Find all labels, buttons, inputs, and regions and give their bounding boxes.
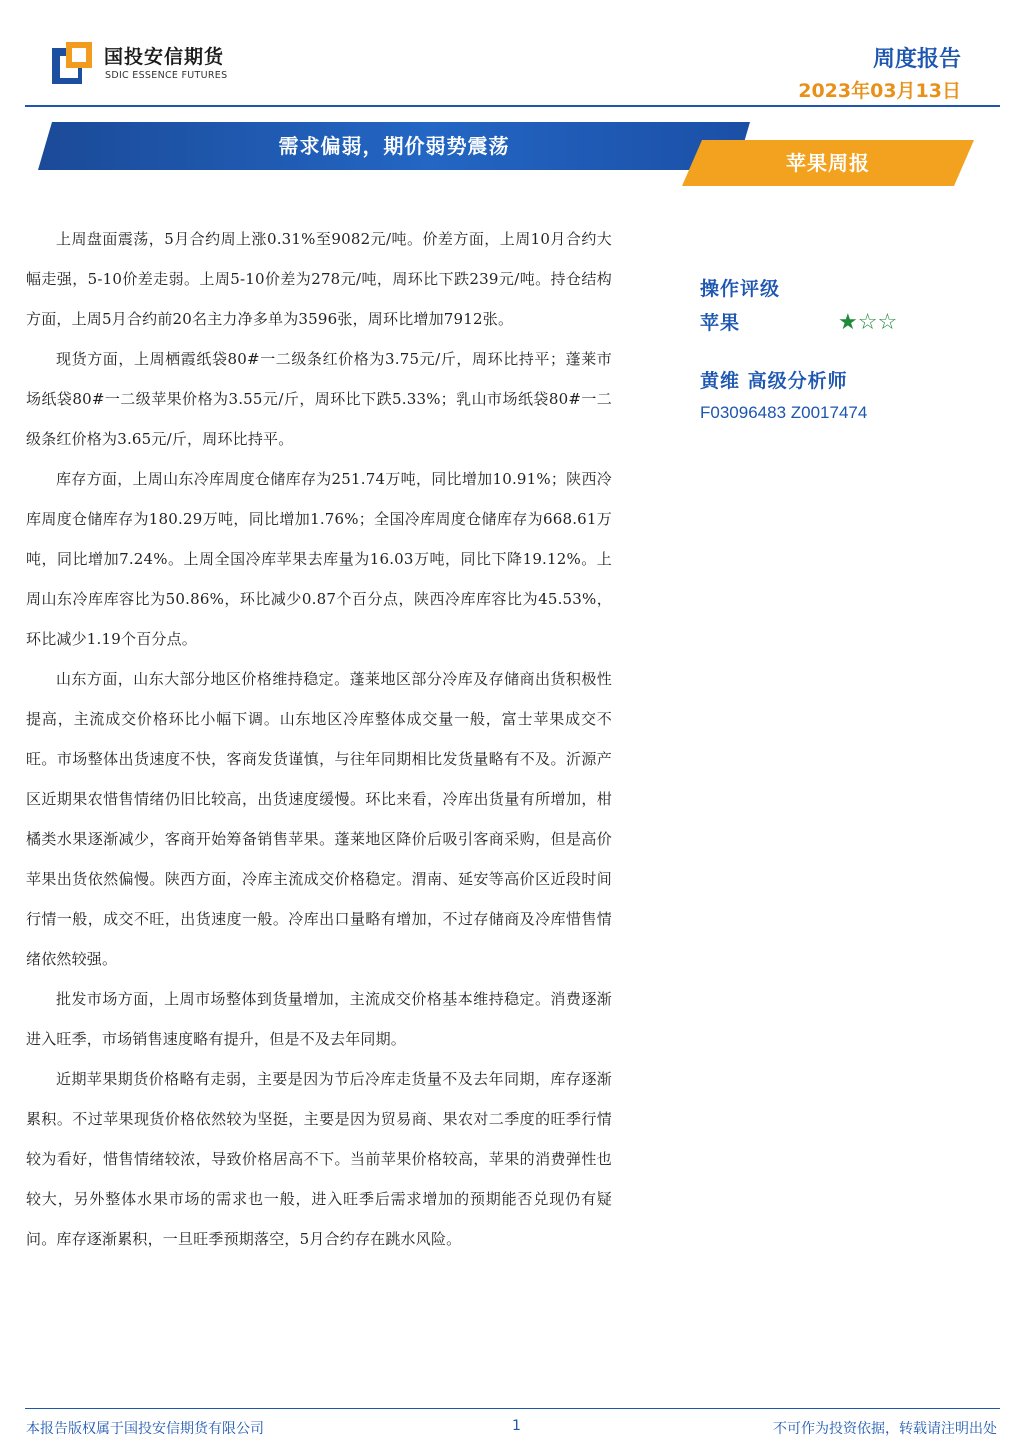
paragraph-spot: 现货方面，上周栖霞纸袋80#一二级条红价格为3.75元/斤，周环比持平；蓬莱市场纸袋80#一二级苹果价格为3.55元/斤，周环比下跌5.33%；乳山市场纸袋80#一二级条红价格为3.65元/斤，周环比持平。 [26,350,612,448]
header-divider [25,105,1000,107]
company-logo [52,40,232,88]
report-body [26,219,612,1259]
analyst-cert: F03096483 Z0017474 [700,403,868,422]
report-date: 2023年03月13日 [798,80,961,102]
rating-row [700,306,970,340]
rating-product: 苹果 [700,312,741,334]
logo-name-cn: 国投安信期货 [104,46,225,68]
paragraph-futures: 上周盘面震荡，5月合约周上涨0.31%至9082元/吨。价差方面，上周10月合约大幅走强，5-10价差走弱。上周5-10价差为278元/吨，周环比下跌239元/吨。持仓结构方面，上周5月合约前20名主力净多单为3596张，周环比增加7912张。 [26,230,612,328]
paragraph-regions: 山东方面，山东大部分地区价格维持稳定。蓬莱地区部分冷库及存储商出货积极性提高，主流成交价格环比小幅下调。山东地区冷库整体成交量一般，富士苹果成交不旺。市场整体出货速度不快，客商发货谨慎，与往年同期相比发货量略有不及。沂源产区近期果农惜售情绪仍旧比较高，出货速度缓慢。环比来看，冷库出货量有所增加，柑橘类水果逐渐减少，客商开始筹备销售苹果。蓬莱地区降价后吸引客商采购，但是高价苹果出货依然偏慢。陕西方面，冷库主流成交价格稳定。渭南、延安等高价区近段时间行情一般，成交不旺，出货速度一般。冷库出口量略有增加，不过存储商及冷库惜售情绪依然较强。 [26,670,612,968]
footer-disclaimer: 不可作为投资依据，转载请注明出处 [773,1421,997,1437]
logo-mark-icon [52,42,96,86]
sidebar [700,272,970,428]
report-tag: 苹果周报 [786,151,870,175]
logo-name-en: SDIC ESSENCE FUTURES [105,70,228,81]
rating-title: 操作评级 [700,278,781,300]
report-title: 需求偏弱，期价弱势震荡 [278,134,510,158]
rating-stars-icon: ★☆☆ [838,310,898,335]
paragraph-wholesale: 批发市场方面，上周市场整体到货量增加，主流成交价格基本维持稳定。消费逐渐进入旺季，市场销售速度略有提升，但是不及去年同期。 [26,990,612,1048]
paragraph-inventory: 库存方面，上周山东冷库周度仓储库存为251.74万吨，同比增加10.91%；陕西冷库周度仓储库存为180.29万吨，同比增加1.76%；全国冷库周度仓储库存为668.61万吨，同比增加7.24%。上周全国冷库苹果去库量为16.03万吨，同比下降19.12%。上周山东冷库库容比为50.86%，环比减少0.87个百分点，陕西冷库库容比为45.53%，环比减少1.19个百分点。 [26,470,612,648]
paragraph-outlook: 近期苹果期货价格略有走弱，主要是因为节后冷库走货量不及去年同期，库存逐渐累积。不过苹果现货价格依然较为坚挺，主要是因为贸易商、果农对二季度的旺季行情较为看好，惜售情绪较浓，导致价格居高不下。当前苹果价格较高，苹果的消费弹性也较大，另外整体水果市场的需求也一般，进入旺季后需求增加的预期能否兑现仍有疑问。库存逐渐累积，一旦旺季预期落空，5月合约存在跳水风险。 [26,1070,612,1248]
report-type: 周度报告 [872,47,961,72]
footer-copyright: 本报告版权属于国投安信期货有限公司 [26,1421,264,1437]
footer-divider [25,1408,1000,1409]
page-number: 1 [512,1418,521,1434]
analyst-name: 黄维 高级分析师 [700,370,848,392]
